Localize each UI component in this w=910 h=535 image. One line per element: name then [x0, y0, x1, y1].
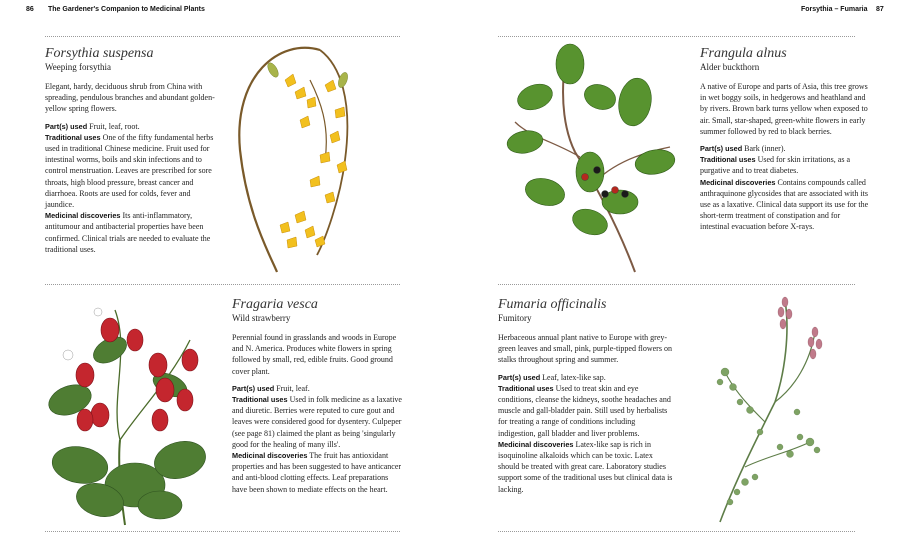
running-head-right: Forsythia – Fumaria [801, 6, 868, 13]
traditional-uses-text: Used to treat skin and eye conditions, cleanse the kidneys, soothe headaches and muscle and gall-bladder pain. Still used by herbalists for treating a range of conditions including indigestion, gall bladder and liver problems. [498, 383, 671, 438]
traditional-uses-text: Used for skin irritations, as a purgative and to treat diabetes. [700, 155, 850, 176]
medicinal-discoveries [232, 450, 402, 495]
traditional-uses-text: Used in folk medicine as a laxative and diuretic. Berries were reputed to cure gout and leaves were considered good for dysentery. Culpeper (see page 81) claimed the plant as being 'singularly good for the healing of many ills'. [232, 395, 402, 449]
parts-used [498, 372, 674, 383]
description: A native of Europe and parts of Asia, this tree grows in wet boggy soils, in hedgerows and heathland and by rivers. Brown bark turns yellow when exposed to air. Small, star-shaped, green-white flowers in early summer followed by red to black berries. [700, 82, 868, 136]
parts-used-label: Part(s) used [232, 383, 275, 393]
traditional-uses [498, 383, 674, 439]
traditional-uses-label: Traditional uses [45, 132, 101, 142]
traditional-uses [45, 132, 221, 210]
parts-used [232, 383, 402, 394]
divider-rule [498, 36, 855, 37]
entry-fumaria [498, 297, 674, 495]
parts-used-text: Fruit, leaf. [276, 383, 310, 393]
traditional-uses-text: One of the fifty fundamental herbs used in traditional Chinese medicine. Fruit used for intestinal worms, boils and skin infections and to control menstruation. Leaves are prescribed for sore throats, high blood pressure, breast cancer and diarrhoea. Roots are used for colds, fever and jaundice. [45, 132, 214, 210]
parts-used-label: Part(s) used [498, 372, 541, 382]
latin-name: Frangula alnus [700, 46, 787, 61]
medicinal-discoveries-label: Medicinal discoveries [498, 439, 574, 449]
divider-rule [45, 531, 400, 532]
traditional-uses [700, 154, 870, 176]
right-page [455, 0, 910, 535]
strawberry-illustration [40, 290, 220, 530]
medicinal-discoveries-text: Latex-like sap is rich in isoquinoline alkaloids which can be toxic. Latex should be treated with great care. Laboratory studies support some of the traditional uses but clinical data is lacking. [498, 439, 673, 494]
divider-rule [45, 284, 400, 285]
traditional-uses-label: Traditional uses [232, 395, 288, 405]
parts-used-label: Part(s) used [45, 121, 88, 131]
medicinal-discoveries [45, 210, 221, 255]
entry-frangula [700, 46, 870, 233]
medicinal-discoveries-label: Medicinal discoveries [45, 211, 121, 221]
medicinal-discoveries [700, 177, 870, 233]
entry-fragaria [232, 297, 402, 495]
medicinal-discoveries-text: The fruit has antioxidant properties and has been suggested to have anticancer and anti-blood clotting effects. Leaf preparations have been shown to mediate effects on the heart. [232, 451, 402, 494]
forsythia-illustration [225, 40, 385, 275]
divider-rule [498, 531, 855, 532]
parts-used-label: Part(s) used [700, 144, 743, 154]
latin-name: Forsythia suspensa [45, 46, 154, 61]
medicinal-discoveries-text: Contains compounds called anthraquinone glycosides that are associated with its use as a laxative. Clinical data support its use for the short-term treatment of constipation and for intestinal evacuation before X-rays. [700, 177, 869, 232]
parts-used [45, 121, 221, 132]
traditional-uses-label: Traditional uses [498, 383, 554, 393]
traditional-uses [232, 394, 402, 450]
fumitory-illustration [685, 292, 865, 524]
common-name: Alder buckthorn [700, 62, 760, 72]
latin-name: Fumaria officinalis [498, 297, 607, 312]
medicinal-discoveries-label: Medicinal discoveries [232, 451, 308, 461]
description: Perennial found in grasslands and woods in Europe and N. America. Produces white flowers in spring followed by small, red, edible fruits. Good ground cover plant. [232, 333, 397, 376]
traditional-uses-label: Traditional uses [700, 155, 756, 165]
common-name: Weeping forsythia [45, 62, 112, 72]
medicinal-discoveries [498, 439, 674, 495]
divider-rule [498, 284, 855, 285]
frangula-illustration [505, 42, 685, 274]
parts-used-text: Leaf, latex-like sap. [542, 372, 606, 382]
parts-used [700, 143, 870, 154]
running-head-left: The Gardener's Companion to Medicinal Plants [48, 6, 205, 13]
description: Herbaceous annual plant native to Europe with grey-green leaves and small, pink, purple-tipped flowers on stalks throughout spring and summer. [498, 333, 672, 365]
entry-forsythia [45, 46, 221, 255]
parts-used-text: Fruit, leaf, root. [89, 121, 140, 131]
common-name: Wild strawberry [232, 313, 291, 323]
latin-name: Fragaria vesca [232, 297, 318, 312]
parts-used-text: Bark (inner). [744, 144, 786, 154]
common-name: Fumitory [498, 313, 532, 323]
page-number-left: 86 [26, 6, 34, 13]
page-number-right: 87 [876, 6, 884, 13]
description: Elegant, hardy, deciduous shrub from China with spreading, pendulous branches and abundant golden-yellow spring flowers. [45, 82, 215, 114]
divider-rule [45, 36, 400, 37]
medicinal-discoveries-text: Its anti-inflammatory, antitumour and antibacterial properties have been confirmed. Clinical trials are needed to evaluate the traditional uses. [45, 211, 211, 254]
medicinal-discoveries-label: Medicinal discoveries [700, 177, 776, 187]
